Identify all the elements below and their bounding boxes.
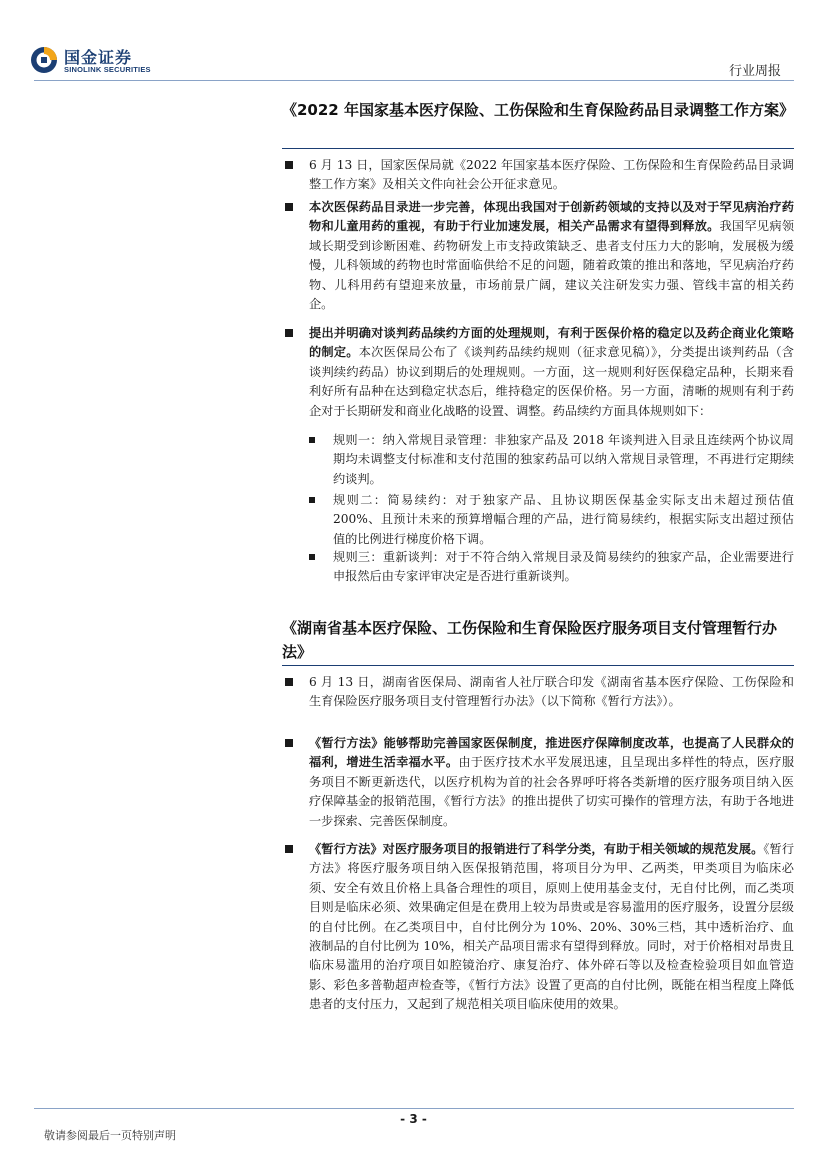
bullet-bold-lead: 《暂行方法》能够帮助完善国家医保制度，推进医疗保障制度改革，也提高了人民群众的福利，增进生活幸福水平。	[309, 736, 794, 770]
rule-text: 规则二：简易续约：对于独家产品、且协议期医保基金实际支出未超过预估值 200%、且预计未来的预算增幅合理的产品，进行简易续约，根据实际支出超过预估值的比例进行梯度价格下调。	[333, 493, 794, 546]
bullet-bold-lead: 本次医保药品目录进一步完善，体现出我国对于创新药领域的支持以及对于罕见病治疗药物和儿童用药的重视，有助于行业加速发展，相关产品需求有望得到释放。	[309, 200, 794, 234]
company-logo	[30, 44, 170, 80]
bullet-body: 由于医疗技术水平发展迅速，且呈现出多样性的特点，医疗服务项目不断更新迭代，以医疗机构为首的社会各界呼吁将各类新增的医疗服务项目纳入医疗保障基金的报销范围，《暂行方法》的推出提供了切实可操作的管理方法，有助于各地进一步探索、完善医保制度。	[309, 755, 795, 828]
bullet-body: 我国罕见病领域长期受到诊断困难、药物研发上市支持政策缺乏、患者支付压力大的影响，发展极为缓慢，儿科领域的药物也时常面临供给不足的问题，随着政策的推出和落地，罕见病治疗药物、儿科用药有望迎来放量，市场前景广阔，建议关注研发实力强、管线丰富的相关药企。	[309, 219, 795, 312]
bullet-text	[309, 673, 794, 712]
section-title-underline	[282, 665, 794, 666]
rule-item	[306, 491, 794, 549]
rule-text: 规则一：纳入常规目录管理：非独家产品及 2018 年谈判进入目录且连续两个协议周期均未调整支付标准和支付范围的独家药品可以纳入常规目录管理，不再进行定期续约谈判。	[333, 433, 794, 486]
sub-bullet-square-icon	[309, 554, 315, 560]
bullet-square-icon	[285, 678, 293, 686]
sinolink-logo-icon	[30, 46, 58, 74]
bullet-item	[282, 734, 794, 831]
page-number: - 3 -	[400, 1112, 427, 1126]
bullet-square-icon	[285, 161, 293, 169]
footer-divider	[34, 1108, 794, 1109]
logo-english-name: SINOLINK SECURITIES	[64, 65, 151, 74]
bullet-text	[309, 156, 794, 195]
bullet-square-icon	[285, 203, 293, 211]
section-title-hunan-measures: 《湖南省基本医疗保险、工伤保险和生育保险医疗服务项目支付管理暂行办法》	[282, 619, 778, 661]
bullet-bold-lead: 提出并明确对谈判药品续约方面的处理规则，有利于医保价格的稳定以及药企商业化策略的制定。	[309, 326, 794, 360]
bullet-item	[282, 156, 794, 195]
bullet-bold-lead: 《暂行方法》对医疗服务项目的报销进行了科学分类，有助于相关领域的规范发展。	[309, 842, 764, 856]
sub-bullet-square-icon	[309, 497, 315, 503]
bullet-item	[282, 198, 794, 314]
bullet-text	[309, 324, 794, 421]
page-header	[0, 0, 827, 90]
rule-item	[306, 548, 794, 587]
bullet-body: 《暂行方法》将医疗服务项目纳入医保报销范围，将项目分为甲、乙两类，甲类项目为临床必须、安全有效且价格上具备合理性的项目，原则上使用基金支付，无自付比例，而乙类项目则是临床必须、效果确定但是在费用上较为昂贵或是容易滥用的医疗服务，设置分层级的自付比例。在乙类项目中，自付比例分为 10%、20%、30%三档，其中透析治疗、血液制品的自付比例为 10%，相关产品项目需求有望得到释放。同时，对于价格相对昂贵且临床易滥用的治疗项目如腔镜治疗、康复治疗、体外碎石等以及检查检验项目如血管造影、彩色多普勒超声检查等，《暂行方法》设置了更高的自付比例，既能在相当程度上降低患者的支付压力，又起到了规范相关项目临床使用的效果。	[309, 842, 795, 1012]
sub-bullet-square-icon	[309, 437, 315, 443]
bullet-item	[282, 673, 794, 712]
bullet-text	[309, 734, 794, 831]
section-title-drug-catalog: 《2022 年国家基本医疗保险、工伤保险和生育保险药品目录调整工作方案》	[282, 101, 794, 119]
bullet-square-icon	[285, 739, 293, 747]
report-type-label: 行业周报	[728, 64, 781, 79]
section-title-underline	[282, 148, 794, 149]
bullet-body: 6 月 13 日，国家医保局就《2022 年国家基本医疗保险、工伤保险和生育保险药品目录调整工作方案》及相关文件向社会公开征求意见。	[309, 158, 794, 192]
bullet-square-icon	[285, 845, 293, 853]
bullet-text	[309, 840, 794, 1015]
logo-chinese-name: 国金证券	[64, 48, 133, 67]
bullet-body: 6 月 13 日，湖南省医保局、湖南省人社厅联合印发《湖南省基本医疗保险、工伤保险和生育保险医疗服务项目支付管理暂行办法》（以下简称《暂行方法》）。	[309, 675, 794, 709]
bullet-body: 本次医保局公布了《谈判药品续约规则（征求意见稿）》，分类提出谈判药品（含谈判续约药品）协议到期后的处理规则。一方面，这一规则利好医保稳定品种，长期来看利好所有品种在达到稳定状态后，维持稳定的医保价格。另一方面，清晰的规则有利于药企对于长期研发和商业化战略的设置、调整。药品续约方面具体规则如下：	[309, 345, 794, 418]
footer-disclaimer: 敬请参阅最后一页特别声明	[44, 1129, 176, 1142]
bullet-square-icon	[285, 329, 293, 337]
rule-text: 规则三：重新谈判：对于不符合纳入常规目录及简易续约的独家产品，企业需要进行申报然后由专家评审决定是否进行重新谈判。	[333, 550, 794, 584]
bullet-item	[282, 840, 794, 1015]
header-divider	[34, 80, 794, 81]
bullet-text	[309, 198, 794, 314]
bullet-item	[282, 324, 794, 421]
rule-item	[306, 431, 794, 489]
